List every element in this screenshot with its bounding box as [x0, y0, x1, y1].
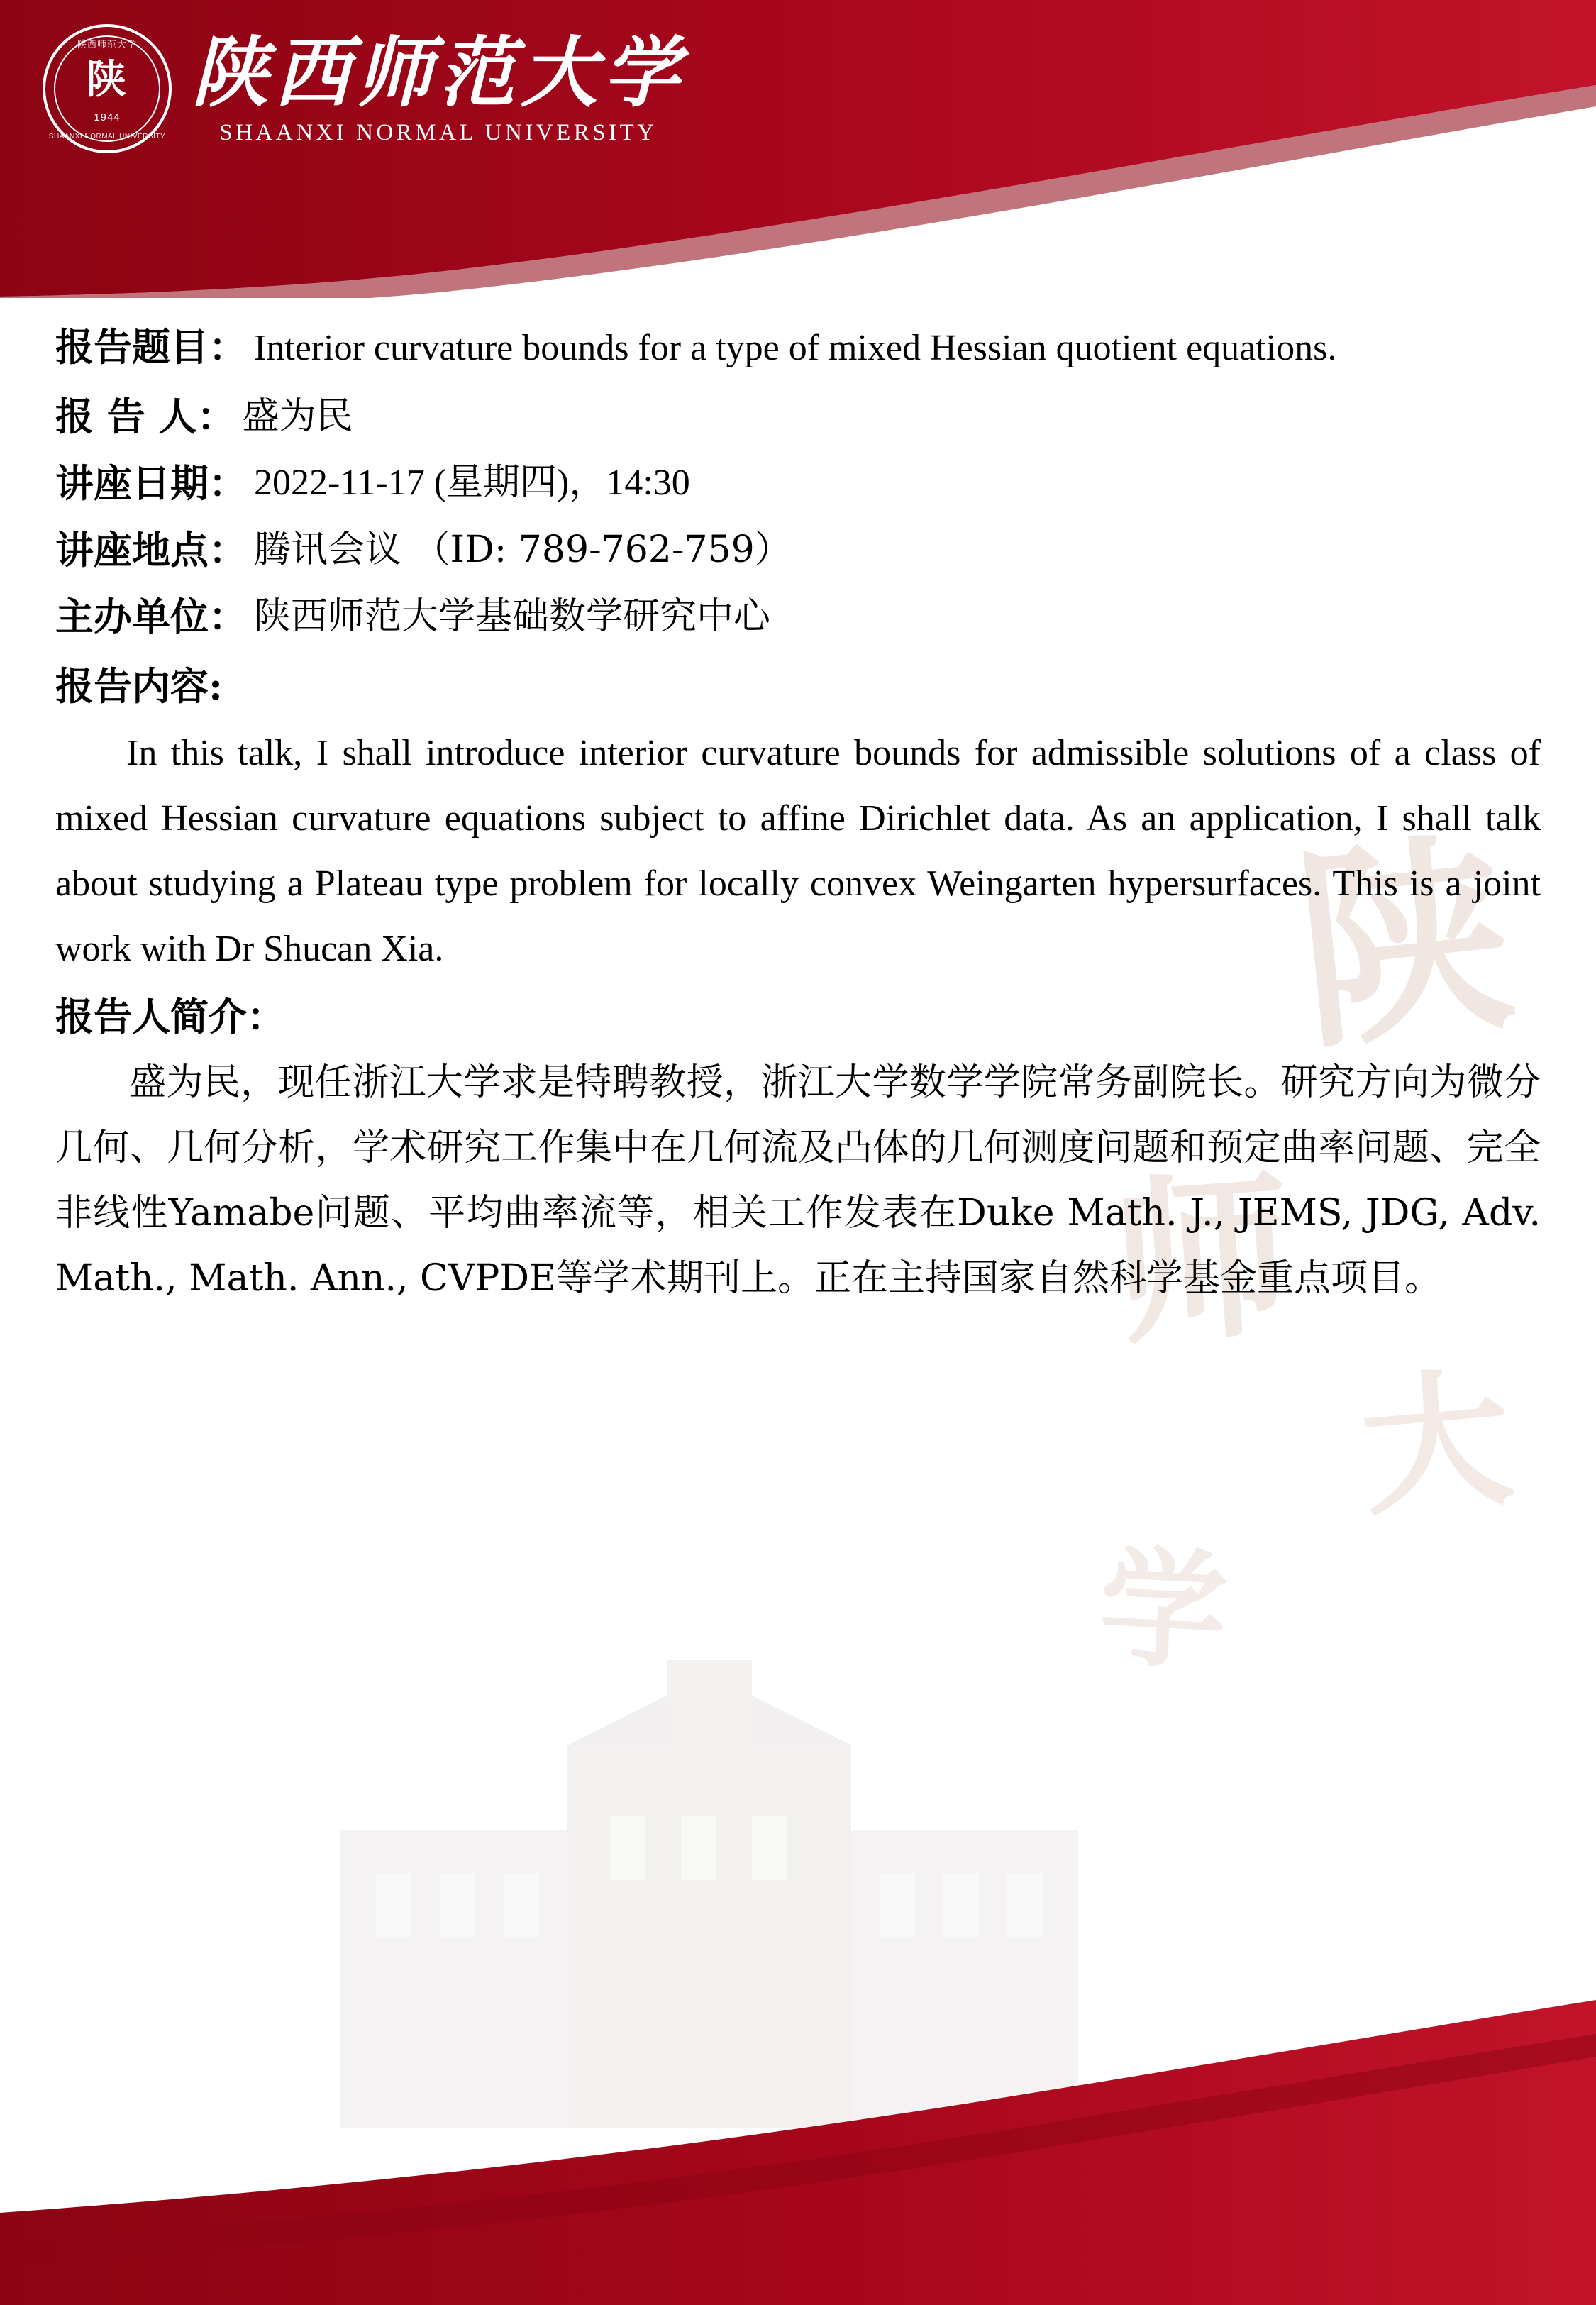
- university-seal-icon: [43, 24, 172, 153]
- watermark-char-4: 学: [1095, 1532, 1231, 1688]
- venue-value: 腾讯会议 （ID: 789-762-759）: [254, 529, 792, 571]
- seal-year: 1944: [94, 111, 121, 123]
- seal-center-char: 陕: [87, 56, 128, 103]
- organizer-value: 陕西师范大学基础数学研究中心: [254, 595, 771, 638]
- watermark-char-2: 师: [1107, 1149, 1298, 1370]
- header-banner: [0, 0, 1596, 298]
- field-title: [55, 319, 1541, 377]
- date-value: 2022-11-17 (星期四)，14:30: [254, 463, 690, 503]
- university-name-cn: 陕西师范大学: [192, 28, 686, 118]
- watermark-char-3: 大: [1354, 1349, 1519, 1537]
- field-venue: [55, 522, 1541, 577]
- footer-banner-shape: [0, 1979, 1596, 2305]
- title-value: Interior curvature bounds for a type of mixed Hessian quotient equations.: [254, 328, 1337, 368]
- field-organizer: [55, 589, 1541, 644]
- speaker-value: 盛为民: [242, 395, 353, 438]
- university-logo: [43, 24, 685, 153]
- speaker-label: 报 告 人：: [55, 394, 235, 439]
- poster-content: [0, 298, 1596, 1311]
- seal-bottom-text: SHAANXI NORMAL UNIVERSITY: [48, 133, 166, 140]
- biography-label: 报告人简介：: [55, 994, 285, 1039]
- organizer-label: 主办单位：: [55, 594, 247, 639]
- watermark-char-1: 陕: [1285, 807, 1524, 1079]
- university-name-en: SHAANXI NORMAL UNIVERSITY: [219, 120, 658, 145]
- venue-label: 讲座地点：: [55, 527, 247, 573]
- title-label: 报告题目：: [55, 324, 247, 370]
- field-speaker: [55, 389, 1541, 444]
- seal-top-text: 陕西师范大学: [77, 39, 137, 50]
- field-date: [55, 455, 1541, 511]
- abstract-text: In this talk, I shall introduce interior curvature bounds for admissible solutions of a class of mixed Hessian curvature equations subject to affine Dirichlet data. As an application, I shall talk about studying a Plateau type problem for locally convex Weingarten hypersurfaces. This is a joint work with Dr Shucan Xia.: [55, 733, 1541, 969]
- date-label: 讲座日期：: [55, 460, 247, 506]
- abstract-label: 报告内容:: [55, 663, 223, 709]
- biography-text: 盛为民，现任浙江大学求是特聘教授，浙江大学数学学院常务副院长。研究方向为微分几何、几何分析，学术研究工作集中在几何流及凸体的几何测度问题和预定曲率问题、完全非线性Yamabe问题、平均曲率流等，相关工作发表在Duke Math. J., JEMS, JDG, Adv. Math., Math. Ann., CVPDE等学术期刊上。正在主持国家自然科学基金重点项目。: [55, 1061, 1541, 1300]
- university-name-block: [192, 28, 686, 147]
- footer-banner: [0, 1979, 1596, 2305]
